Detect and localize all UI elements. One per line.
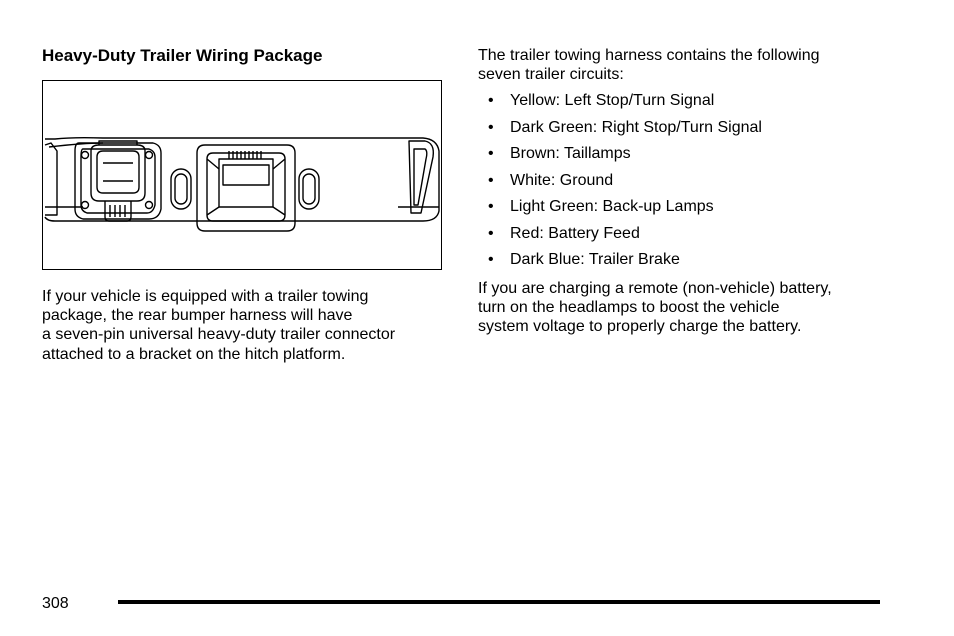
circuit-list (478, 90, 762, 276)
footer-rule (118, 600, 880, 604)
bumper-right-bracket (409, 141, 433, 213)
hitch-opening-ribs (229, 151, 261, 159)
circuit-label: Brown: Taillamps (510, 145, 631, 162)
circuit-label: White: Ground (510, 171, 614, 189)
left-oval-slot (171, 169, 191, 209)
bullet: • (488, 118, 494, 136)
battery-charging-note-line: system voltage to properly charge the battery. (478, 318, 802, 336)
package-description-line: If your vehicle is equipped with a trailer towing (42, 288, 369, 305)
harness-intro-line: The trailer towing harness contains the following (478, 47, 820, 64)
package-description-line: a seven-pin universal heavy-duty trailer connector (42, 326, 396, 344)
bumper-left-end (45, 143, 57, 215)
circuit-item (478, 143, 762, 170)
right-oval-slot-inner (303, 174, 315, 204)
right-oval-slot (299, 169, 319, 209)
circuit-item (478, 196, 762, 223)
bracket-screw-top-left (82, 152, 89, 159)
bullet: • (488, 224, 494, 242)
circuit-label: Yellow: Left Stop/Turn Signal (510, 92, 715, 109)
bumper-outline (45, 138, 439, 221)
section-heading: Heavy-Duty Trailer Wiring Package (42, 46, 323, 65)
package-description (42, 287, 452, 364)
bullet: • (488, 171, 494, 189)
circuit-item (478, 170, 762, 197)
bullet: • (488, 251, 494, 268)
hitch-diagonal-lower (207, 207, 285, 215)
hitch-receiver-outer (197, 145, 295, 231)
battery-charging-note (478, 279, 898, 337)
package-description-line: package, the rear bumper harness will have (42, 307, 353, 325)
package-description-line: attached to a bracket on the hitch platform. (42, 345, 346, 363)
circuit-item (478, 117, 762, 144)
bullet: • (488, 198, 494, 215)
bracket-screw-bottom-left (82, 202, 89, 209)
circuit-label: Red: Battery Feed (510, 224, 640, 242)
circuit-item (478, 223, 762, 250)
harness-intro-line: seven trailer circuits: (478, 66, 624, 84)
connector-latch-ribs (110, 205, 125, 217)
harness-intro (478, 46, 898, 84)
page-number: 308 (42, 595, 69, 612)
bracket-screw-top-right (146, 152, 153, 159)
hitch-opening-label (223, 165, 269, 185)
bracket-screw-bottom-right (146, 202, 153, 209)
circuit-item (478, 249, 762, 276)
battery-charging-note-line: turn on the headlamps to boost the vehicle (478, 299, 780, 317)
connector-cover-detail (103, 163, 133, 181)
left-oval-slot-inner (175, 174, 187, 204)
bullet: • (488, 92, 494, 109)
hitch-opening (219, 159, 273, 207)
circuit-label: Light Green: Back-up Lamps (510, 198, 714, 215)
battery-charging-note-line: If you are charging a remote (non-vehicle) battery, (478, 280, 832, 297)
connector-cover (97, 151, 139, 193)
connector-latch (105, 201, 131, 221)
circuit-label: Dark Green: Right Stop/Turn Signal (510, 118, 762, 136)
bumper-illustration (42, 80, 442, 270)
circuit-item (478, 90, 762, 117)
circuit-label: Dark Blue: Trailer Brake (510, 251, 680, 268)
bullet: • (488, 145, 494, 162)
